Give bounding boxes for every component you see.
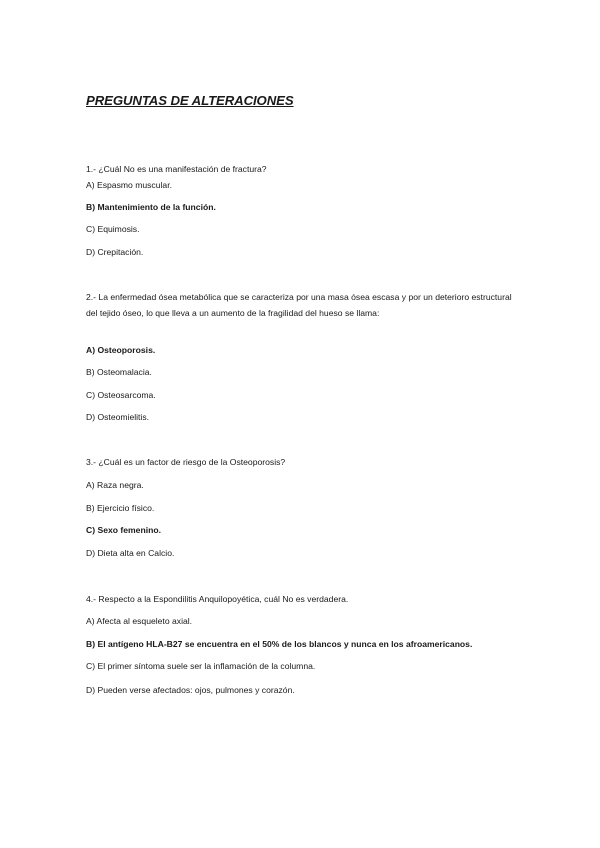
question-4-option-b: B) El antígeno HLA-B27 se encuentra en el 50% de los blancos y nunca en los afroamericanos. xyxy=(86,639,473,649)
question-1-option-c: C) Equimosis. xyxy=(86,224,140,234)
question-1-option-b: B) Mantenimiento de la función. xyxy=(86,202,216,212)
question-2-option-b: B) Osteomalacia. xyxy=(86,367,152,377)
question-2-option-a: A) Osteoporosis. xyxy=(86,345,156,355)
question-4-text: 4.- Respecto a la Espondilitis Anquilopoyética, cuál No es verdadera. xyxy=(86,594,349,604)
question-1-text: 1.- ¿Cuál No es una manifestación de fractura? xyxy=(86,164,267,174)
question-3-option-a: A) Raza negra. xyxy=(86,480,144,490)
question-2-text: 2.- La enfermedad ósea metabólica que se caracteriza por una masa ósea escasa y por un deterioro estructural del tejido óseo, lo que lleva a un aumento de la fragilidad del hueso se llama: xyxy=(86,292,512,318)
question-2-option-c: C) Osteosarcoma. xyxy=(86,390,156,400)
question-3-option-d: D) Dieta alta en Calcio. xyxy=(86,548,175,558)
question-4-option-c: C) El primer síntoma suele ser la inflamación de la columna. xyxy=(86,661,316,671)
page-title: PREGUNTAS DE ALTERACIONES xyxy=(86,93,294,108)
question-1-option-d: D) Crepitación. xyxy=(86,247,144,257)
question-3-text: 3.- ¿Cuál es un factor de riesgo de la Osteoporosis? xyxy=(86,457,286,467)
question-4-option-a: A) Afecta al esqueleto axial. xyxy=(86,616,193,626)
question-2-option-d: D) Osteomielitis. xyxy=(86,412,150,422)
question-3-option-b: B) Ejercicio físico. xyxy=(86,503,155,513)
question-1-option-a: A) Espasmo muscular. xyxy=(86,180,172,190)
question-3-option-c: C) Sexo femenino. xyxy=(86,525,161,535)
question-4-option-d: D) Pueden verse afectados: ojos, pulmones y corazón. xyxy=(86,685,295,695)
